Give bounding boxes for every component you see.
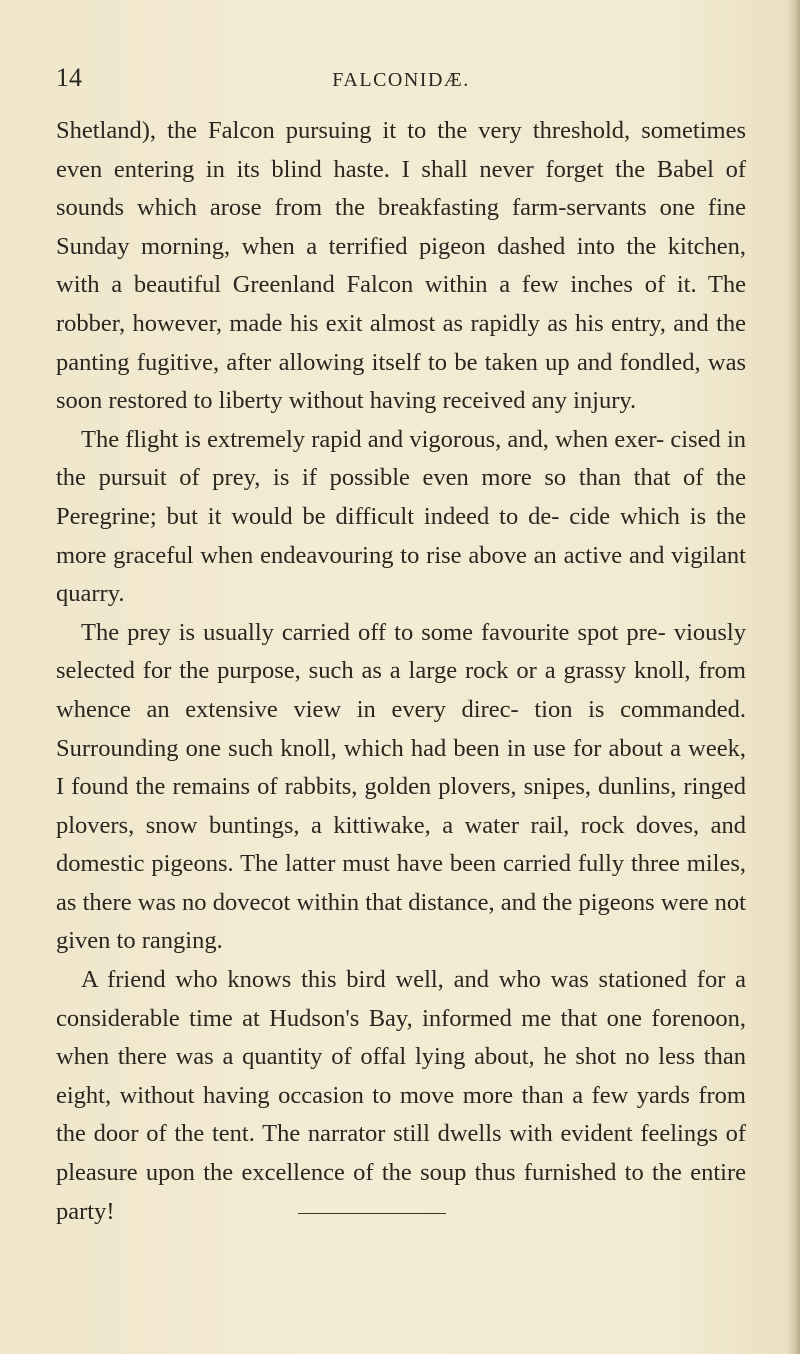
paragraph-flight: The flight is extremely rapid and vigorous, and, when exer- cised in the pursuit of prey, is if possible even more so than that of the Peregrine; but it would be difficult indeed to de- cide which is the more graceful when endeavouring to rise above an active and vigilant quarry. <box>56 425 746 608</box>
body-text <box>56 112 746 1231</box>
page-number: 14 <box>56 63 82 92</box>
page-header <box>56 58 746 98</box>
paragraph-hudsons-bay: A friend who knows this bird well, and who was stationed for a considerable time at Hudson's Bay, informed me that one forenoon, when there was a quantity of offal lying about, he shot no less than eight, without having occasion to move more than a few yards from the door of the tent. The narrator still dwells with evident feelings of pleasure upon the excellence of the soup thus furnished to the entire party! <box>56 966 746 1225</box>
running-head: FALCONIDÆ. <box>332 69 470 91</box>
paragraph-prey: The prey is usually carried off to some favourite spot pre- viously selected for the purpose, such as a large rock or a grassy knoll, from whence an extensive view in every direc- tion is commanded. Surrounding one such knoll, which had been in use for about a week, I found the remains of rabbits, golden plovers, snipes, dunlins, ringed plovers, snow buntings, a kittiwake, a water rail, rock doves, and domestic pigeons. The latter must have been carried fully three miles, as there was no dovecot within that distance, and the pigeons were not given to ranging. <box>56 618 746 955</box>
paragraph-continued: Shetland), the Falcon pursuing it to the very threshold, sometimes even entering in its blind haste. I shall never forget the Babel of sounds which arose from the breakfasting farm-servants one fine Sunday morning, when a terrified pigeon dashed into the kitchen, with a beautiful Greenland Falcon within a few inches of it. The robber, however, made his exit almost as rapidly as his entry, and the panting fugitive, after allowing itself to be taken up and fondled, was soon restored to liberty without having received any injury. <box>56 117 746 415</box>
section-end-rule <box>298 1213 446 1214</box>
page-edge-shadow <box>786 0 800 1354</box>
